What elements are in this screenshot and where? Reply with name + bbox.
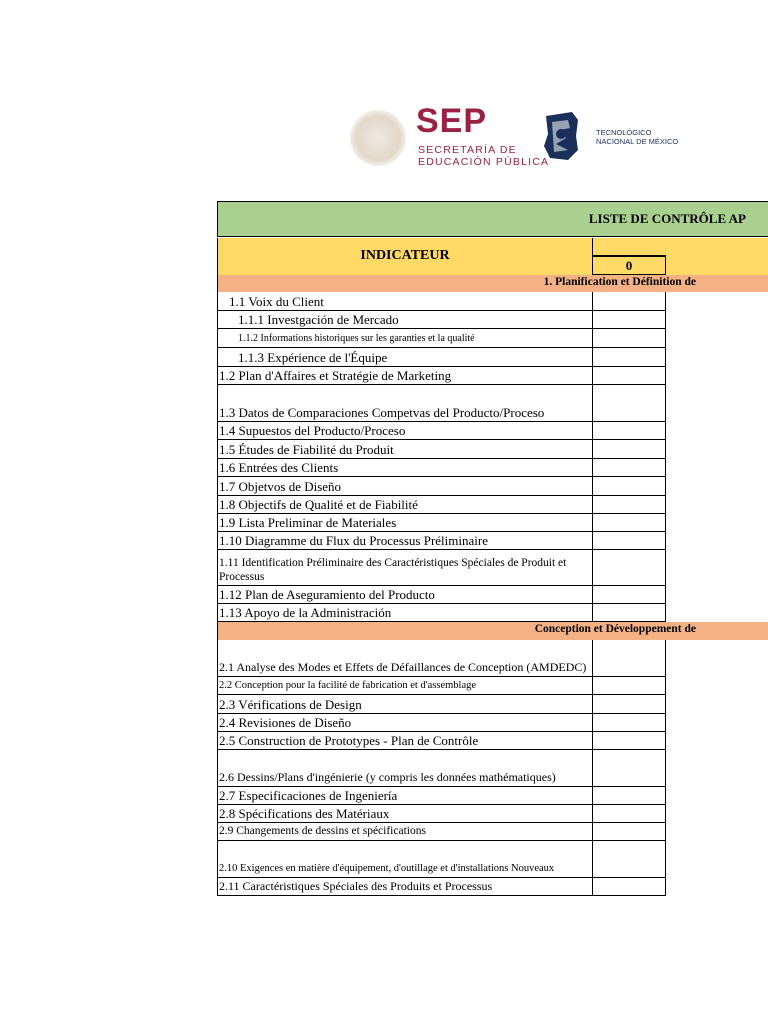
checklist-value-cell[interactable] (592, 292, 667, 310)
sep-subtitle-2: EDUCACIÓN PÚBLICA (418, 156, 550, 168)
checklist-value-cell[interactable] (592, 367, 667, 384)
section-2-title: Conception et Développement de (534, 623, 696, 635)
checklist-value-cell[interactable] (592, 385, 667, 421)
checklist-row (217, 841, 666, 878)
section-2-header (217, 622, 768, 640)
checklist-row (217, 586, 666, 604)
checklist-row (217, 514, 666, 532)
checklist-row (217, 732, 666, 750)
checklist-value-cell[interactable] (592, 878, 667, 895)
checklist-item-label: 1.9 Lista Preliminar de Materiales (219, 515, 397, 530)
checklist-value-cell[interactable] (592, 422, 667, 439)
indicator-value: 0 (592, 256, 666, 275)
checklist-row (217, 640, 666, 677)
checklist-item-label: 2.6 Dessins/Plans d'ingénierie (y compris les données mathématiques) (219, 770, 556, 784)
checklist-value-cell[interactable] (592, 841, 667, 877)
checklist-item-label: 2.2 Conception pour la facilité de fabrication et d'assemblage (219, 680, 477, 691)
checklist-value-cell[interactable] (592, 532, 667, 549)
checklist-value-cell[interactable] (592, 805, 667, 822)
checklist-value-cell[interactable] (592, 586, 667, 603)
checklist-item-label: 2.5 Construction de Prototypes - Plan de Contrôle (219, 733, 479, 748)
checklist-item-label: 1.1.3 Expérience de l'Équipe (238, 350, 388, 365)
sep-logo (416, 102, 550, 168)
checklist-row (217, 550, 666, 586)
checklist-item-label: 1.2 Plan d'Affaires et Stratégie de Marketing (219, 368, 452, 383)
checklist-row (217, 750, 666, 787)
checklist-row (217, 604, 666, 622)
checklist-item-label: 2.9 Changements de dessins et spécifications (219, 825, 426, 837)
section-1-header (217, 275, 768, 292)
checklist-row (217, 878, 666, 896)
checklist-value-cell[interactable] (592, 750, 667, 786)
checklist-value-cell[interactable] (592, 550, 667, 585)
checklist-item-label: 2.7 Especificaciones de Ingeniería (219, 788, 398, 803)
checklist-value-cell[interactable] (592, 496, 667, 513)
section-1-title: 1. Planification et Définition de (543, 276, 696, 288)
checklist-value-cell[interactable] (592, 311, 667, 328)
checklist-row (217, 532, 666, 550)
checklist-row (217, 292, 666, 311)
checklist-row (217, 677, 666, 695)
checklist-row (217, 477, 666, 496)
checklist-row (217, 695, 666, 714)
checklist-value-cell[interactable] (592, 440, 667, 458)
checklist-row (217, 348, 666, 367)
checklist-value-cell[interactable] (592, 695, 667, 713)
indicator-label: INDICATEUR (360, 248, 450, 263)
checklist-row (217, 805, 666, 823)
checklist-row (217, 496, 666, 514)
checklist-item-label: 1.11 Identification Préliminaire des Caractéristiques Spéciales de Produit et Processus (219, 557, 567, 583)
checklist-row (217, 787, 666, 805)
checklist-item-label: 1.5 Études de Fiabilité du Produit (219, 442, 394, 457)
checklist-row (217, 422, 666, 440)
checklist-item-label: 1.1 Voix du Client (229, 294, 324, 309)
title-band (217, 201, 768, 237)
checklist-item-label: 1.13 Apoyo de la Administración (219, 605, 392, 620)
checklist-value-cell[interactable] (592, 714, 667, 731)
checklist-item-label: 2.3 Vérifications de Design (219, 697, 362, 712)
indicator-header-cell (592, 238, 666, 256)
indicator-band (217, 238, 768, 275)
checklist-row (217, 385, 666, 422)
checklist-value-cell[interactable] (592, 348, 667, 366)
checklist-value-cell[interactable] (592, 329, 667, 347)
checklist-item-label: 2.10 Exigences en matière d'équipement, d'outillage et d'installations Nouveaux (219, 863, 555, 874)
checklist-row (217, 311, 666, 329)
checklist-item-label: 1.7 Objetvos de Diseño (219, 479, 342, 494)
checklist-value-cell[interactable] (592, 823, 667, 840)
checklist-item-label: 1.1.2 Informations historiques sur les garanties et la qualité (238, 333, 475, 344)
checklist-row (217, 714, 666, 732)
checklist-row (217, 459, 666, 477)
checklist-item-label: 1.8 Objectifs de Qualité et de Fiabilité (219, 497, 418, 512)
checklist-item-label: 2.1 Analyse des Modes et Effets de Défaillances de Conception (AMDEDC) (219, 660, 587, 674)
checklist-row (217, 329, 666, 348)
checklist-item-label: 2.4 Revisiones de Diseño (219, 715, 352, 730)
checklist-value-cell[interactable] (592, 732, 667, 749)
tecnm-text-1: TECNOLÓGICO (596, 128, 652, 137)
checklist-row (217, 367, 666, 385)
checklist-item-label: 2.11 Caractéristiques Spéciales des Produits et Processus (219, 879, 493, 893)
checklist-item-label: 1.6 Entrées des Clients (219, 460, 339, 475)
checklist-value-cell[interactable] (592, 787, 667, 804)
checklist-item-label: 1.4 Supuestos del Producto/Proceso (219, 423, 406, 438)
checklist-row (217, 823, 666, 841)
checklist-value-cell[interactable] (592, 459, 667, 476)
tecnm-emblem-icon (542, 110, 580, 162)
header-logos (350, 102, 679, 168)
mexico-coat-of-arms-icon (350, 110, 406, 166)
checklist-item-label: 1.3 Datos de Comparaciones Competvas del Producto/Proceso (219, 405, 545, 420)
checklist-item-label: 1.10 Diagramme du Flux du Processus Préliminaire (219, 533, 488, 548)
checklist-value-cell[interactable] (592, 640, 667, 676)
sep-logo-text: SEP (416, 102, 488, 140)
checklist-value-cell[interactable] (592, 514, 667, 531)
checklist-sheet (217, 201, 768, 901)
checklist-value-cell[interactable] (592, 477, 667, 495)
checklist-title: LISTE DE CONTRÔLE AP (588, 211, 746, 226)
checklist-value-cell[interactable] (592, 604, 667, 621)
checklist-item-label: 1.1.1 Investgación de Mercado (238, 312, 399, 327)
checklist-value-cell[interactable] (592, 677, 667, 694)
checklist-item-label: 2.8 Spécifications des Matériaux (219, 806, 390, 821)
checklist-item-label: 1.12 Plan de Aseguramiento del Producto (219, 587, 435, 602)
sep-subtitle-1: SECRETARÍA DE (418, 144, 517, 156)
checklist-row (217, 440, 666, 459)
tecnm-text-2: NACIONAL DE MÉXICO (596, 137, 679, 146)
